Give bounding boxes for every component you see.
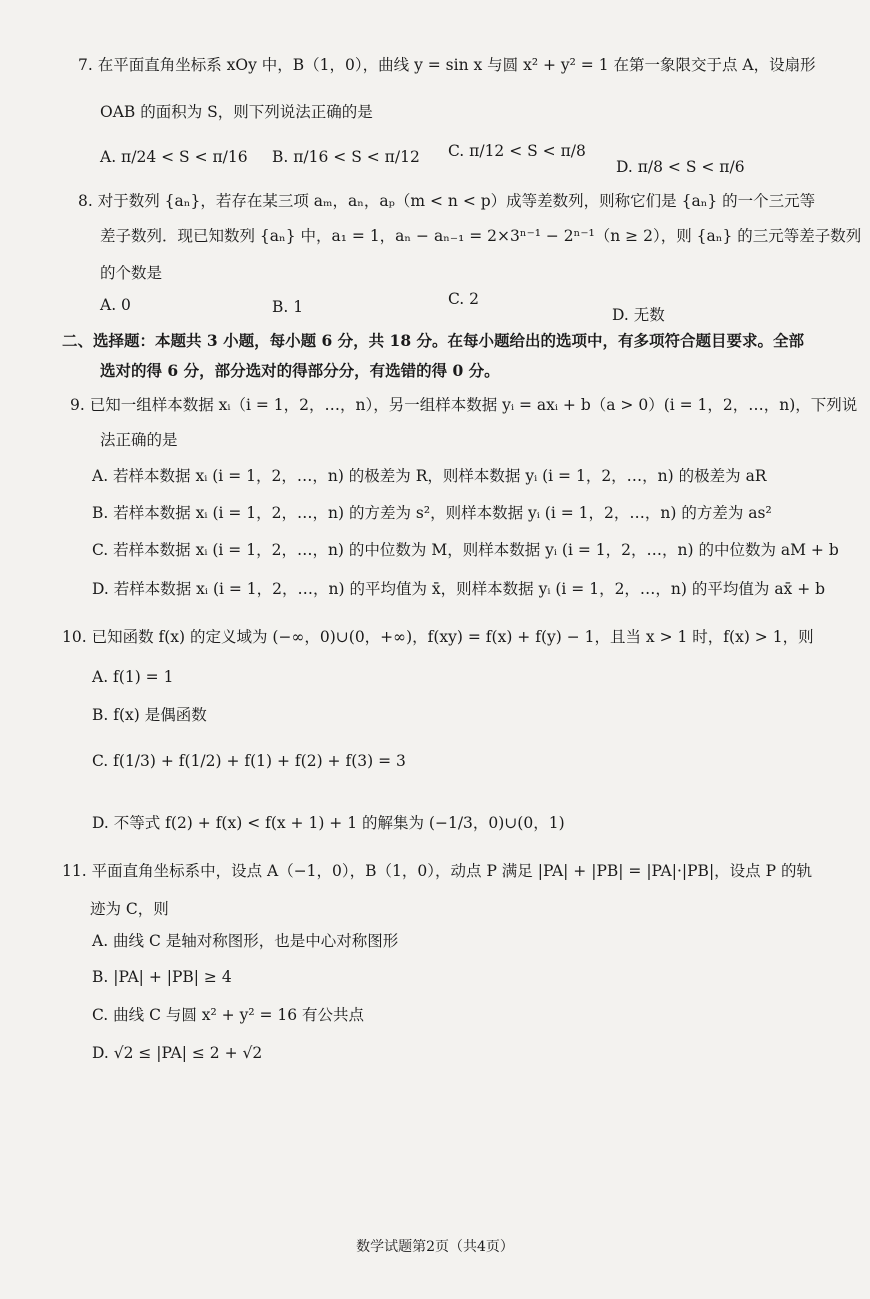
q10-option-b: B. f(x) 是偶函数	[92, 706, 207, 724]
q9-stem-line1: 9. 已知一组样本数据 xᵢ（i = 1，2，…，n），另一组样本数据 yᵢ = axᵢ + b（a > 0）(i = 1，2，…，n)，下列说	[70, 396, 858, 414]
q8-option-a: A. 0	[100, 296, 131, 314]
q7-option-c: C. π/12 < S < π/8	[448, 142, 586, 160]
q8-option-c: C. 2	[448, 290, 480, 308]
q10-option-a: A. f(1) = 1	[92, 668, 174, 686]
q9-option-d: D. 若样本数据 xᵢ (i = 1，2，…，n) 的平均值为 x̄，则样本数据 yᵢ (i = 1，2，…，n) 的平均值为 ax̄ + b	[92, 580, 826, 598]
q10-stem-line1: 10. 已知函数 f(x) 的定义域为 (−∞，0)∪(0，+∞)，f(xy) = f(x) + f(y) − 1，且当 x > 1 时，f(x) > 1，则	[62, 628, 814, 646]
q7-option-d: D. π/8 < S < π/6	[616, 158, 745, 176]
q10-option-c: C. f(1/3) + f(1/2) + f(1) + f(2) + f(3) = 3	[92, 752, 406, 770]
q8-stem-line3: 的个数是	[100, 264, 163, 282]
q11-option-b: B. |PA| + |PB| ≥ 4	[92, 968, 232, 986]
q10-option-d: D. 不等式 f(2) + f(x) < f(x + 1) + 1 的解集为 (−1/3，0)∪(0，1)	[92, 814, 565, 832]
page-footer: 数学试题第2页（共4页）	[356, 1239, 514, 1255]
q9-option-b: B. 若样本数据 xᵢ (i = 1，2，…，n) 的方差为 s²，则样本数据 yᵢ (i = 1，2，…，n) 的方差为 as²	[92, 504, 772, 522]
q11-option-a: A. 曲线 C 是轴对称图形，也是中心对称图形	[92, 932, 399, 950]
section2-heading-line1: 二、选择题：本题共 3 小题，每小题 6 分，共 18 分。在每小题给出的选项中，有多项符合题目要求。全部	[62, 331, 805, 350]
q11-stem-line2: 迹为 C，则	[90, 900, 169, 918]
q8-stem-line2: 差子数列．现已知数列 {aₙ} 中，a₁ = 1，aₙ − aₙ₋₁ = 2×3ⁿ⁻¹ − 2ⁿ⁻¹（n ≥ 2），则 {aₙ} 的三元等差子数列	[100, 227, 862, 245]
q8-stem-line1: 8. 对于数列 {aₙ}，若存在某三项 aₘ，aₙ，aₚ（m < n < p）成等差数列，则称它们是 {aₙ} 的一个三元等	[78, 192, 816, 210]
q7-option-a: A. π/24 < S < π/16	[100, 148, 248, 166]
q11-option-d: D. √2 ≤ |PA| ≤ 2 + √2	[92, 1044, 263, 1062]
q7-stem-line2: OAB 的面积为 S，则下列说法正确的是	[100, 103, 373, 121]
q7-option-b: B. π/16 < S < π/12	[272, 148, 420, 166]
q9-stem-line2: 法正确的是	[100, 431, 178, 449]
q8-option-b: B. 1	[272, 298, 304, 316]
q9-option-c: C. 若样本数据 xᵢ (i = 1，2，…，n) 的中位数为 M，则样本数据 yᵢ (i = 1，2，…，n) 的中位数为 aM + b	[92, 541, 839, 559]
q7-stem-line1: 7. 在平面直角坐标系 xOy 中，B（1，0），曲线 y = sin x 与圆 x² + y² = 1 在第一象限交于点 A，设扇形	[78, 56, 816, 74]
section2-heading-line2: 选对的得 6 分，部分选对的得部分分，有选错的得 0 分。	[100, 361, 500, 380]
q9-option-a: A. 若样本数据 xᵢ (i = 1，2，…，n) 的极差为 R，则样本数据 yᵢ (i = 1，2，…，n) 的极差为 aR	[92, 467, 767, 485]
q11-stem-line1: 11. 平面直角坐标系中，设点 A（−1，0），B（1，0），动点 P 满足 |PA| + |PB| = |PA|·|PB|，设点 P 的轨	[62, 862, 812, 880]
q11-option-c: C. 曲线 C 与圆 x² + y² = 16 有公共点	[92, 1006, 365, 1024]
q8-option-d: D. 无数	[612, 306, 665, 324]
